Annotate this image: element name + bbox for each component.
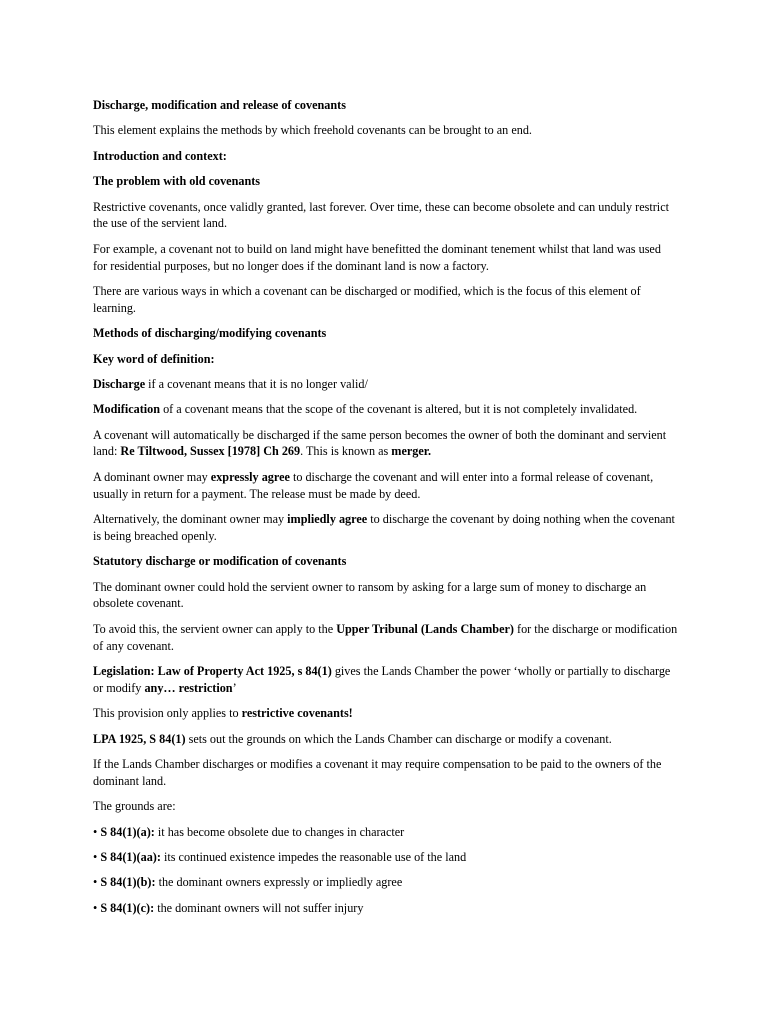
list-item: • S 84(1)(b): the dominant owners expressly or impliedly agree bbox=[93, 875, 403, 890]
bullet-icon: • bbox=[93, 849, 98, 864]
grounds-intro: The grounds are: bbox=[93, 799, 176, 814]
term-merger: merger. bbox=[391, 444, 432, 459]
paragraph-express-release: A dominant owner may expressly agree to discharge the covenant and will enter into a formal release of covenant, usually in return for a payment. The release must be made by deed. bbox=[93, 469, 654, 501]
document-title: Discharge, modification and release of covenants bbox=[93, 98, 346, 112]
intro-paragraph: This element explains the methods by which freehold covenants can be brought to an end. bbox=[93, 123, 532, 138]
list-item: • S 84(1)(c): the dominant owners will not suffer injury bbox=[93, 900, 364, 915]
heading-keyword: Key word of definition: bbox=[93, 351, 215, 366]
case-citation: Re Tiltwood, Sussex [1978] Ch 269 bbox=[120, 444, 301, 459]
paragraph-applies: This provision only applies to restrictive covenants! bbox=[93, 706, 353, 721]
heading-introduction: Introduction and context: bbox=[93, 148, 227, 163]
ground-ref: S 84(1)(b): bbox=[100, 875, 156, 890]
term-restrictive-covenants: restrictive covenants! bbox=[241, 706, 353, 721]
ground-ref: S 84(1)(aa): bbox=[100, 849, 161, 864]
paragraph-ways: There are various ways in which a covenant can be discharged or modified, which is the focus of this element of learning. bbox=[93, 283, 641, 315]
definition-discharge: Discharge if a covenant means that it is no longer valid/ bbox=[93, 376, 368, 391]
bullet-icon: • bbox=[93, 900, 98, 915]
paragraph-example: For example, a covenant not to build on land might have benefitted the dominant tenement whilst that land was used for residential purposes, but no longer does if the dominant land is now a factory. bbox=[93, 241, 661, 273]
paragraph-legislation: Legislation: Law of Property Act 1925, s 84(1) gives the Lands Chamber the power ‘wholly or partially to discharge or modify any… restriction’ bbox=[93, 664, 671, 695]
ground-ref: S 84(1)(c): bbox=[100, 900, 155, 915]
ground-ref: S 84(1)(a): bbox=[100, 824, 155, 839]
heading-statutory: Statutory discharge or modification of covenants bbox=[93, 554, 347, 569]
term-impliedly-agree: impliedly agree bbox=[287, 512, 368, 527]
term-any-restriction: any… restriction bbox=[144, 680, 233, 695]
paragraph-compensation: If the Lands Chamber discharges or modifies a covenant it may require compensation to be paid to the owners of the dominant land. bbox=[93, 756, 662, 788]
bullet-icon: • bbox=[93, 875, 98, 890]
paragraph-restrictive: Restrictive covenants, once validly granted, last forever. Over time, these can become obsolete and can unduly restrict the use of the servient land. bbox=[93, 199, 669, 231]
term-expressly-agree: expressly agree bbox=[210, 469, 290, 484]
paragraph-lpa: LPA 1925, S 84(1) sets out the grounds on which the Lands Chamber can discharge or modify a covenant. bbox=[93, 731, 612, 746]
term-lpa: LPA 1925, S 84(1) bbox=[93, 731, 186, 746]
list-item: • S 84(1)(a): it has become obsolete due to changes in character bbox=[93, 824, 405, 839]
list-item: • S 84(1)(aa): its continued existence impedes the reasonable use of the land bbox=[93, 849, 467, 864]
heading-problem: The problem with old covenants bbox=[93, 174, 261, 189]
term-discharge: Discharge bbox=[93, 376, 146, 391]
bullet-icon: • bbox=[93, 824, 98, 839]
paragraph-ransom: The dominant owner could hold the servient owner to ransom by asking for a large sum of money to discharge an obsolete covenant. bbox=[93, 579, 647, 611]
term-upper-tribunal: Upper Tribunal (Lands Chamber) bbox=[336, 621, 514, 636]
legislation-label: Legislation: Law of Property Act 1925, s 84(1) bbox=[93, 664, 332, 679]
heading-methods: Methods of discharging/modifying covenants bbox=[93, 326, 327, 341]
paragraph-merger: A covenant will automatically be discharged if the same person becomes the owner of both the dominant and servient land: Re Tiltwood, Sussex [1978] Ch 269. This is known as merger. bbox=[93, 427, 667, 459]
term-modification: Modification bbox=[93, 402, 161, 417]
paragraph-tribunal: To avoid this, the servient owner can apply to the Upper Tribunal (Lands Chamber) for the discharge or modification of any covenant. bbox=[93, 621, 678, 653]
definition-modification: Modification of a covenant means that the scope of the covenant is altered, but it is not completely invalidated. bbox=[93, 402, 638, 417]
paragraph-implied-release: Alternatively, the dominant owner may impliedly agree to discharge the covenant by doing nothing when the covenant is being breached openly. bbox=[93, 512, 675, 543]
